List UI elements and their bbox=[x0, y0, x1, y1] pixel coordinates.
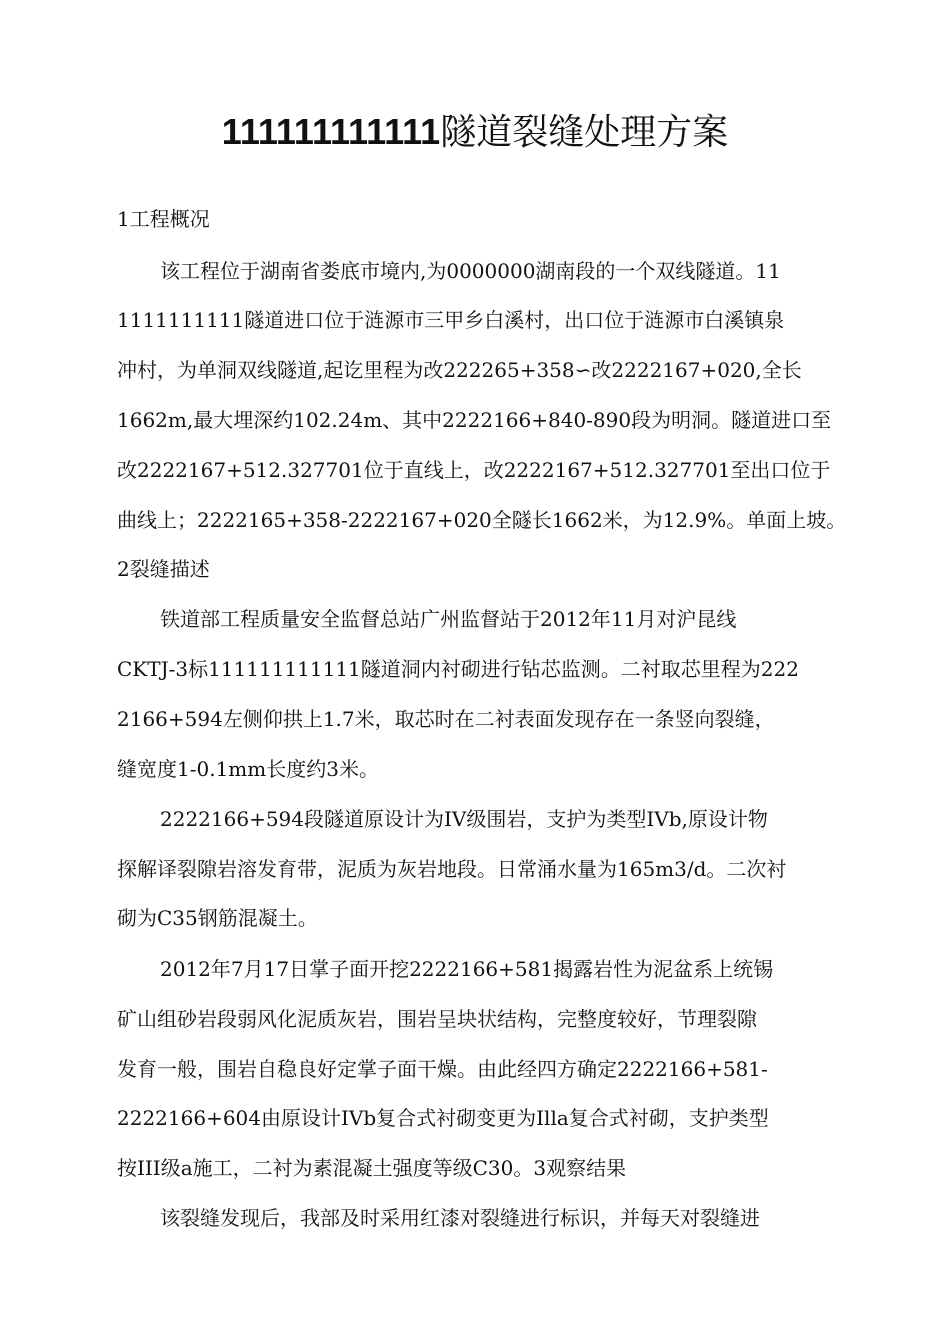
paragraph-line: 1662m,最大埋深约102.24m、其中2222166+840-890段为明洞。隧道进口至 bbox=[117, 408, 832, 432]
paragraph-line: 冲村，为单洞双线隧道,起讫里程为改222265+358∽改2222167+020,全长 bbox=[117, 358, 802, 382]
paragraph-line: 砌为C35钢筋混凝土。 bbox=[117, 906, 318, 930]
section-heading-2: 2裂缝描述 bbox=[117, 557, 210, 581]
paragraph-line: 曲线上；2222165+358-2222167+020全隧长1662米，为12.9%。单面上坡。 bbox=[117, 508, 847, 532]
paragraph-line: 按III级a施工，二衬为素混凝土强度等级C30。3观察结果 bbox=[117, 1156, 627, 1180]
paragraph-line: 2222166+594段隧道原设计为IV级围岩，支护为类型IVb,原设计物 bbox=[160, 807, 768, 831]
paragraph-line: 2222166+604由原设计IVb复合式衬砌变更为Illa复合式衬砌，支护类型 bbox=[117, 1106, 769, 1130]
title-text: 隧道裂缝处理方案 bbox=[440, 112, 729, 153]
paragraph-line: 探解译裂隙岩溶发育带，泥质为灰岩地段。日常涌水量为165m3/d。二次衬 bbox=[117, 857, 787, 881]
paragraph-line: 缝宽度1-0.1mm长度约3米。 bbox=[117, 757, 379, 781]
paragraph-line: 铁道部工程质量安全监督总站广州监督站于2012年11月对沪昆线 bbox=[160, 607, 737, 631]
paragraph-line: 2012年7月17日掌子面开挖2222166+581揭露岩性为泥盆系上统锡 bbox=[160, 957, 774, 981]
document-title bbox=[0, 108, 950, 157]
section-heading-1: 1工程概况 bbox=[117, 207, 210, 231]
paragraph-line: 发育一般，围岩自稳良好定掌子面干燥。由此经四方确定2222166+581- bbox=[117, 1057, 768, 1081]
paragraph-line: 矿山组砂岩段弱风化泥质灰岩，围岩呈块状结构，完整度较好，节理裂隙 bbox=[117, 1007, 757, 1031]
title-number: 111111111111 bbox=[221, 111, 441, 152]
paragraph-line: 1111111111隧道进口位于涟源市三甲乡白溪村，出口位于涟源市白溪镇泉 bbox=[117, 308, 785, 332]
paragraph-line: 该工程位于湖南省娄底市境内,为0000000湖南段的一个双线隧道。11 bbox=[160, 259, 781, 283]
paragraph-line: 2166+594左侧仰拱上1.7米，取芯时在二衬表面发现存在一条竖向裂缝， bbox=[117, 707, 775, 731]
paragraph-line: 该裂缝发现后，我部及时采用红漆对裂缝进行标识，并每天对裂缝进 bbox=[160, 1206, 760, 1230]
paragraph-line: CKTJ-3标111111111111隧道洞内衬砌进行钻芯监测。二衬取芯里程为222 bbox=[117, 657, 799, 681]
paragraph-line: 改2222167+512.327701位于直线上，改2222167+512.327701至出口位于 bbox=[117, 458, 831, 482]
